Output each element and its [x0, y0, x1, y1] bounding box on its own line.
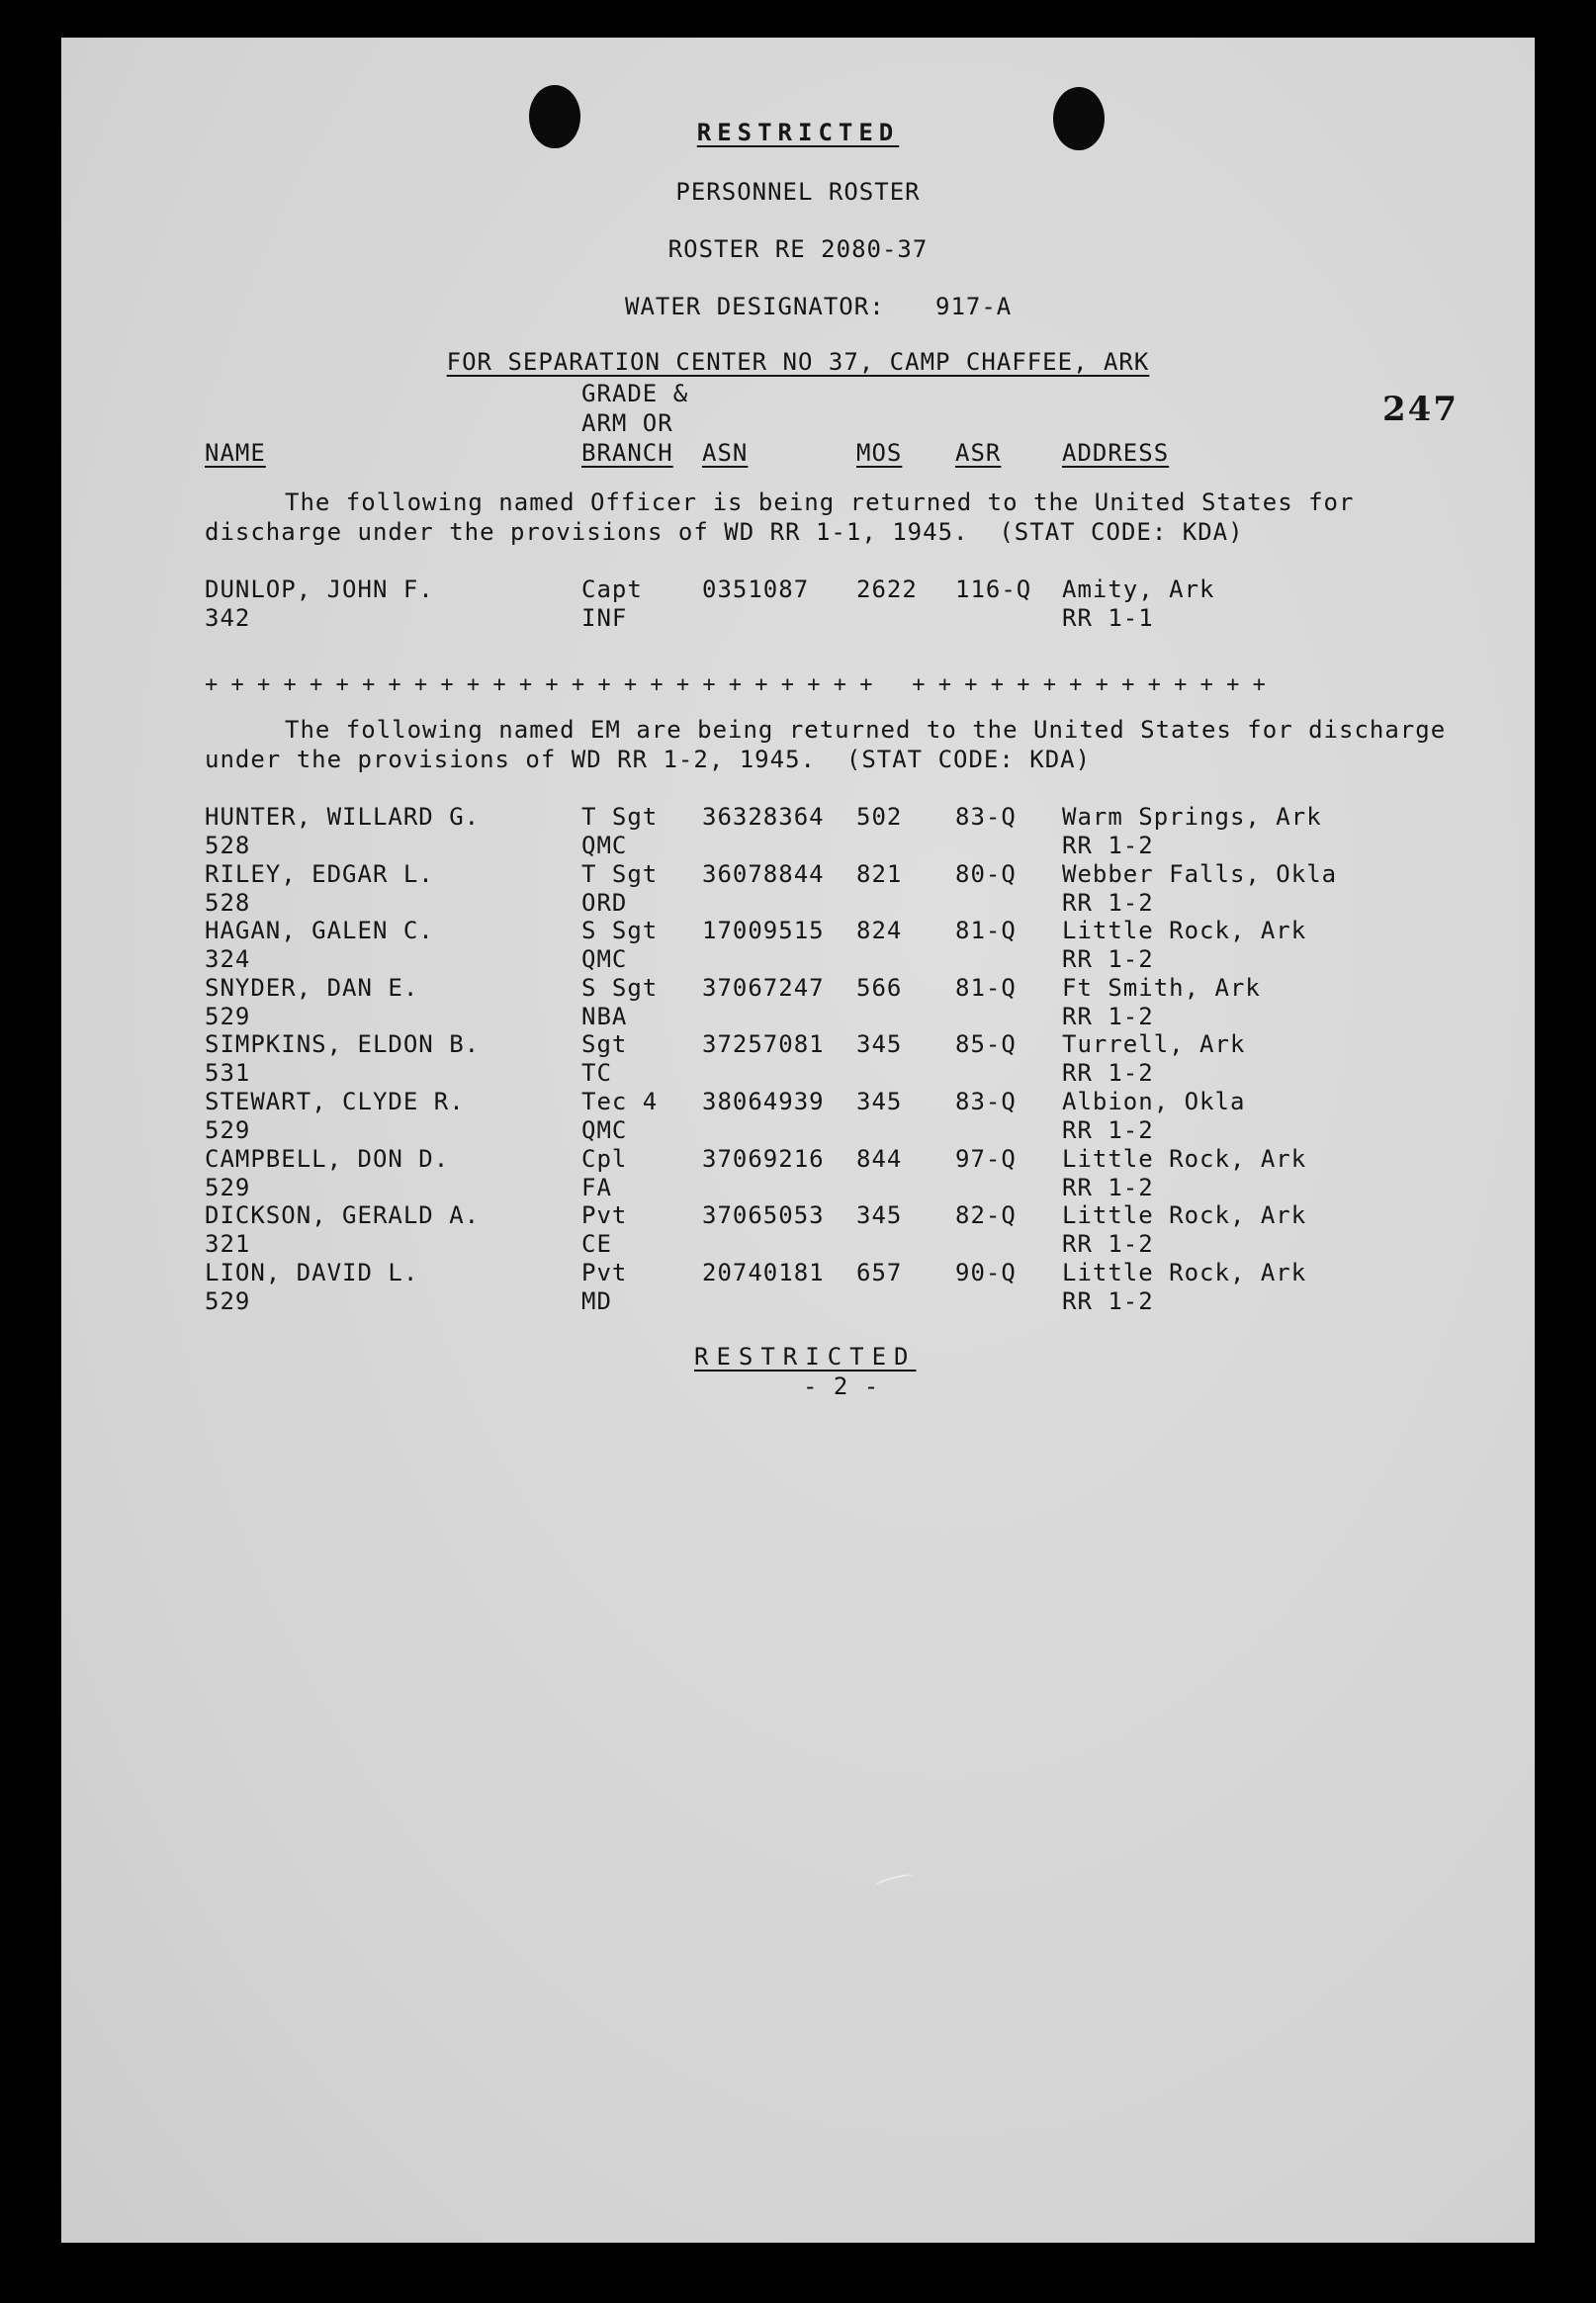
cell-asr: 83-Q — [955, 1088, 1017, 1115]
cell-address: Warm Springs, Ark — [1062, 803, 1322, 831]
cell-name: HAGAN, GALEN C. — [205, 917, 434, 945]
cell-rr: RR 1-2 — [1062, 1059, 1154, 1088]
header-title: PERSONNEL ROSTER — [675, 178, 921, 206]
cell-grade: Capt — [581, 576, 643, 603]
cell-asn: 37067247 — [702, 973, 825, 1002]
cell-asr: 116-Q — [955, 576, 1032, 603]
cell-rr: RR 1-2 — [1062, 832, 1154, 859]
table-row — [61, 974, 1535, 1031]
cell-name: CAMPBELL, DON D. — [205, 1144, 450, 1173]
cell-rr: RR 1-2 — [1062, 945, 1154, 974]
cell-grade: Cpl — [581, 1144, 628, 1173]
header-roster: ROSTER RE 2080-37 — [667, 235, 929, 263]
cell-mos: 844 — [856, 1144, 903, 1173]
officer-intro-line2: discharge under the provisions of WD RR 1-1, 1945. (STAT CODE: KDA) — [205, 518, 1244, 546]
table-row — [61, 1030, 1535, 1088]
cell-mos: 824 — [856, 917, 903, 945]
cell-mos: 657 — [856, 1258, 903, 1286]
cell-code: 321 — [205, 1230, 251, 1259]
cell-asr: 81-Q — [955, 917, 1017, 945]
cell-asr: 82-Q — [955, 1201, 1017, 1230]
col-mos: MOS — [856, 439, 903, 467]
cell-branch: MD — [581, 1286, 612, 1315]
cell-name: HUNTER, WILLARD G. — [205, 803, 481, 831]
cell-code: 324 — [205, 945, 251, 974]
cell-rr: RR 1-2 — [1062, 1286, 1154, 1315]
enlisted-intro-line2: under the provisions of WD RR 1-2, 1945. (STAT CODE: KDA) — [205, 746, 1092, 773]
cell-rr: RR 1-2 — [1062, 1116, 1154, 1144]
cell-mos: 345 — [856, 1088, 903, 1115]
cell-rr: RR 1-2 — [1062, 1230, 1154, 1259]
col-grade-line3: BRANCH — [581, 439, 673, 467]
col-name: NAME — [205, 439, 266, 467]
cell-code: 528 — [205, 888, 251, 917]
cell-mos: 345 — [856, 1030, 903, 1059]
cell-code: 529 — [205, 1173, 251, 1201]
cell-branch: INF — [581, 604, 628, 632]
cell-address: Albion, Okla — [1062, 1088, 1246, 1115]
cell-code: 531 — [205, 1059, 251, 1088]
cell-address: Little Rock, Ark — [1062, 1144, 1307, 1173]
table-row — [61, 1145, 1535, 1202]
cell-grade: T Sgt — [581, 859, 659, 888]
cell-code: 342 — [205, 604, 251, 632]
cell-name: DUNLOP, JOHN F. — [205, 576, 434, 603]
cell-branch: TC — [581, 1059, 612, 1088]
cell-address: Little Rock, Ark — [1062, 917, 1307, 945]
cell-rr: RR 1-1 — [1062, 604, 1154, 632]
cell-grade: T Sgt — [581, 803, 659, 831]
header-classification: RESTRICTED — [696, 119, 900, 146]
separator-line: + + + + + + + + + + + + + + + + + + + + + + + + + + + + + + + + + + + + + + + + — [205, 672, 1266, 697]
cell-asn: 36328364 — [702, 803, 825, 831]
col-grade-line1: GRADE & — [581, 380, 689, 407]
table-row — [61, 803, 1535, 860]
cell-code: 529 — [205, 1116, 251, 1144]
footer-classification: RESTRICTED — [694, 1343, 917, 1371]
cell-code: 529 — [205, 1002, 251, 1030]
cell-asn: 17009515 — [702, 917, 825, 945]
cell-name: SNYDER, DAN E. — [205, 973, 419, 1002]
cell-address: Turrell, Ark — [1062, 1030, 1246, 1059]
cell-asr: 83-Q — [955, 803, 1017, 831]
cell-address: Ft Smith, Ark — [1062, 973, 1261, 1002]
water-designator-value: 917-A — [935, 293, 1013, 320]
cell-asn: 37069216 — [702, 1144, 825, 1173]
cell-address: Amity, Ark — [1062, 576, 1215, 603]
table-row — [61, 860, 1535, 918]
cell-asr: 85-Q — [955, 1030, 1017, 1059]
cell-code: 529 — [205, 1286, 251, 1315]
cell-branch: QMC — [581, 1116, 628, 1144]
cell-grade: Pvt — [581, 1201, 628, 1230]
footer-page-number: - 2 - — [803, 1373, 880, 1400]
table-row — [61, 917, 1535, 974]
cell-name: SIMPKINS, ELDON B. — [205, 1030, 481, 1059]
cell-branch: ORD — [581, 888, 628, 917]
col-asn: ASN — [702, 439, 749, 467]
cell-name: LION, DAVID L. — [205, 1258, 419, 1286]
cell-address: Webber Falls, Okla — [1062, 859, 1338, 888]
table-row — [61, 1259, 1535, 1316]
cell-asn: 0351087 — [702, 576, 810, 603]
cell-address: Little Rock, Ark — [1062, 1258, 1307, 1286]
cell-asr: 97-Q — [955, 1144, 1017, 1173]
cell-mos: 502 — [856, 803, 903, 831]
table-row — [61, 1201, 1535, 1259]
cell-name: RILEY, EDGAR L. — [205, 859, 434, 888]
officer-intro-line1: The following named Officer is being returned to the United States for — [285, 488, 1355, 516]
cell-branch: NBA — [581, 1002, 628, 1030]
cell-mos: 2622 — [856, 576, 918, 603]
cell-rr: RR 1-2 — [1062, 1002, 1154, 1030]
cell-asr: 90-Q — [955, 1258, 1017, 1286]
document-page — [61, 38, 1535, 2243]
table-row — [61, 576, 1535, 633]
cell-grade: Tec 4 — [581, 1088, 659, 1115]
cell-asn: 20740181 — [702, 1258, 825, 1286]
cell-grade: Sgt — [581, 1030, 628, 1059]
header-destination: FOR SEPARATION CENTER NO 37, CAMP CHAFFEE, ARK — [446, 348, 1150, 376]
cell-asr: 80-Q — [955, 859, 1017, 888]
cell-grade: S Sgt — [581, 973, 659, 1002]
cell-name: STEWART, CLYDE R. — [205, 1088, 465, 1115]
cell-name: DICKSON, GERALD A. — [205, 1201, 481, 1230]
cell-rr: RR 1-2 — [1062, 1173, 1154, 1201]
cell-branch: QMC — [581, 832, 628, 859]
cell-asn: 36078844 — [702, 859, 825, 888]
cell-asn: 37065053 — [702, 1201, 825, 1230]
cell-grade: S Sgt — [581, 917, 659, 945]
enlisted-intro-line1: The following named EM are being returned to the United States for discharge — [285, 716, 1447, 744]
col-asr: ASR — [955, 439, 1002, 467]
col-grade-line2: ARM OR — [581, 409, 673, 437]
cell-mos: 566 — [856, 973, 903, 1002]
cell-asr: 81-Q — [955, 973, 1017, 1002]
cell-mos: 345 — [856, 1201, 903, 1230]
table-row — [61, 1088, 1535, 1145]
cell-asn: 37257081 — [702, 1030, 825, 1059]
col-address: ADDRESS — [1062, 439, 1170, 467]
cell-mos: 821 — [856, 859, 903, 888]
water-designator-label: WATER DESIGNATOR: — [625, 293, 885, 320]
cell-branch: QMC — [581, 945, 628, 974]
cell-grade: Pvt — [581, 1258, 628, 1286]
cell-asn: 38064939 — [702, 1088, 825, 1115]
page-stamp: 247 — [1382, 390, 1459, 429]
paper-scuff — [874, 1872, 915, 1890]
cell-branch: FA — [581, 1173, 612, 1201]
cell-code: 528 — [205, 832, 251, 859]
cell-rr: RR 1-2 — [1062, 888, 1154, 917]
cell-branch: CE — [581, 1230, 612, 1259]
cell-address: Little Rock, Ark — [1062, 1201, 1307, 1230]
